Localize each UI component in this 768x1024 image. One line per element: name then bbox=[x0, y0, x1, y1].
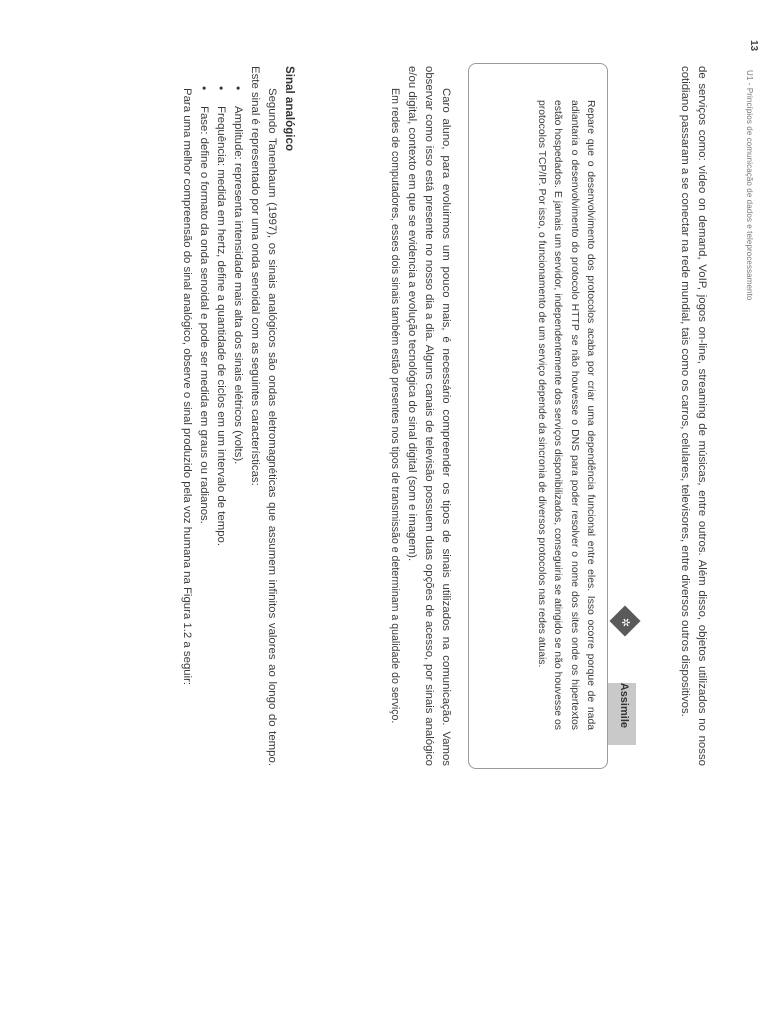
running-head: U1 - Princípios de comunicação de dados e teleprocessamento bbox=[745, 70, 754, 301]
body-paragraph-1: Caro aluno, para evoluirmos um pouco mais, é necessário compreender os tipos de sinais utilizados na comunicação. Vamos observar como isso está presente no nosso dia a dia. Alguns canais de televisão possuem duas opções de acesso, por sinais analógico e/ou digital, contexto em que se evidencia a evolução tecnológica do sinal digital (som e imagem). bbox=[406, 66, 452, 766]
intro-paragraph: de serviços como: vídeo on demand, VoIP, jogos on-line, streaming de músicas, entre outros. Além disso, objetos utilizados no nosso cotidiano passaram a se conectar na rede mundial, tais como os carros, celulares, televisores, entre diversos outros dispositivos. bbox=[679, 66, 708, 766]
assimile-label: Assimile bbox=[618, 682, 630, 728]
body-paragraph-2: Em redes de computadores, esses dois sinais também estão presentes nos tipos de transmissão e determinam a qualidade do serviço. bbox=[389, 88, 401, 724]
assimile-text bbox=[533, 100, 598, 730]
list-item: • Fase: define o formato da onda senoidal e pode ser medida em graus ou radianos. bbox=[195, 86, 212, 766]
page-number: 13 bbox=[748, 40, 759, 52]
section-heading: Sinal analógico bbox=[283, 66, 296, 152]
assimile-paragraph: Repare que o desenvolvimento dos protocolos acaba por criar uma dependência funcional entre eles. Isso ocorre porque de nada adiantaria o desenvolvimento do protocolo HTTP se não houvesse o DNS para poder resolver o nome dos sites onde os hipertextos estão hospedados. E jamais um servidor, independentemente dos serviços disponibilizados, conseguiria se atingido se não houvesse os protocolos TCP/IP. Por isso, o funcionamento de um serviço depende da sincronia de diversos protocolos nas redes atuais. bbox=[536, 100, 596, 730]
list-item: • Frequência: medida em hertz, define a quantidade de ciclos em um intervalo de tempo. bbox=[212, 86, 229, 766]
lightbulb-diamond-icon: ✲ bbox=[609, 605, 640, 636]
section-intro: Segundo Tanenbaum (1997), os sinais analógicos são ondas eletromagnéticas que assumem infinitos valores ao longo do tempo. Este sinal é representado por uma onda senoidal com as seguintes características: bbox=[249, 66, 278, 766]
section-closing: Para uma melhor compreensão do sinal analógico, observe o sinal produzido pela voz humana na Figura 1.2 a seguir: bbox=[181, 88, 193, 686]
list-item: • Amplitude: representa intensidade mais alta dos sinais elétricos (volts). bbox=[229, 86, 246, 766]
body-text bbox=[387, 66, 454, 766]
intro-text bbox=[676, 66, 710, 766]
characteristics-list bbox=[195, 66, 246, 766]
section-sinal-analogico bbox=[178, 66, 298, 766]
